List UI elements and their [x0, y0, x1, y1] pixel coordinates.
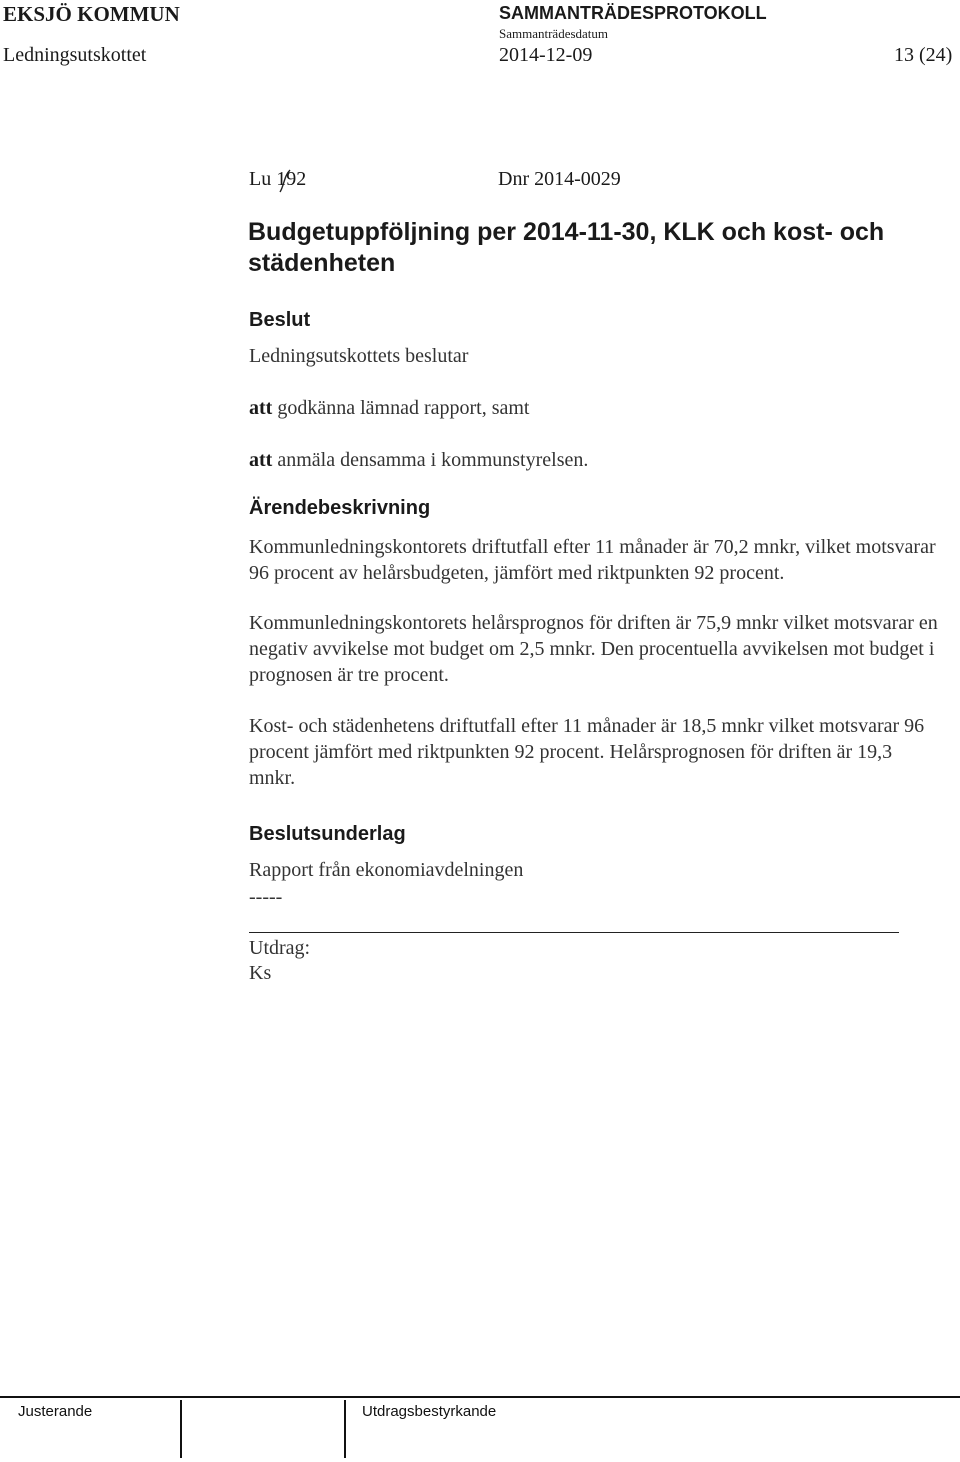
decision-item-text: anmäla densamma i kommunstyrelsen. — [272, 449, 589, 471]
description-paragraph: Kost- och städenhetens driftutfall efter 11 månader är 18,5 mnkr vilket motsvarar 96 procent jämfört med riktpunkten 92 procent. Helårsprognosen för driften är 19,3 mnkr. — [249, 715, 925, 789]
organization-name: EKSJÖ KOMMUN — [3, 2, 180, 26]
signature-box-divider — [180, 1400, 182, 1458]
signature-box-divider — [344, 1400, 346, 1458]
divider — [249, 932, 899, 933]
decision-item-text: godkänna lämnad rapport, samt — [272, 397, 530, 419]
att-keyword: att — [249, 397, 273, 419]
date-label: Sammanträdesdatum — [499, 26, 609, 41]
basis-item: Rapport från ekonomiavdelningen — [249, 859, 524, 881]
decision-item — [249, 397, 529, 420]
basis-heading: Beslutsunderlag — [249, 823, 406, 845]
meeting-date: 2014-12-09 — [499, 44, 593, 66]
extract-label: Utdrag: — [249, 937, 311, 959]
case-number: Lu 192 — [249, 168, 307, 190]
decision-heading: Beslut — [249, 309, 311, 331]
section-mark-icon — [278, 168, 292, 194]
decision-intro: Ledningsutskottets beslutar — [249, 345, 469, 367]
description-paragraph: Kommunledningskontorets driftutfall efter 11 månader är 70,2 mnkr, vilket motsvarar 96 procent av helårsbudgeten, jämfört med riktpunkten 92 procent. — [249, 536, 936, 584]
document-type: SAMMANTRÄDESPROTOKOLL — [499, 3, 767, 23]
separator-dashes: ----- — [249, 886, 283, 908]
footer-divider — [0, 1396, 960, 1398]
committee-name: Ledningsutskottet — [3, 44, 147, 66]
utdragsbestyrkande-label: Utdragsbestyrkande — [362, 1403, 497, 1420]
extract-recipient: Ks — [249, 962, 272, 984]
justerande-label: Justerande — [18, 1403, 93, 1420]
diary-number: Dnr 2014-0029 — [498, 168, 621, 190]
description-paragraph: Kommunledningskontorets helårsprognos för driften är 75,9 mnkr vilket motsvarar en negativ avvikelse mot budget om 2,5 mnkr. Den procentuella avvikelsen mot budget i prognosen är tre procent. — [249, 612, 938, 686]
description-heading: Ärendebeskrivning — [249, 497, 431, 519]
decision-item — [249, 449, 588, 472]
att-keyword: att — [249, 449, 273, 471]
page-number: 13 (24) — [894, 44, 953, 66]
case-title: Budgetuppföljning per 2014-11-30, KLK och kost- och städenheten — [248, 218, 885, 277]
